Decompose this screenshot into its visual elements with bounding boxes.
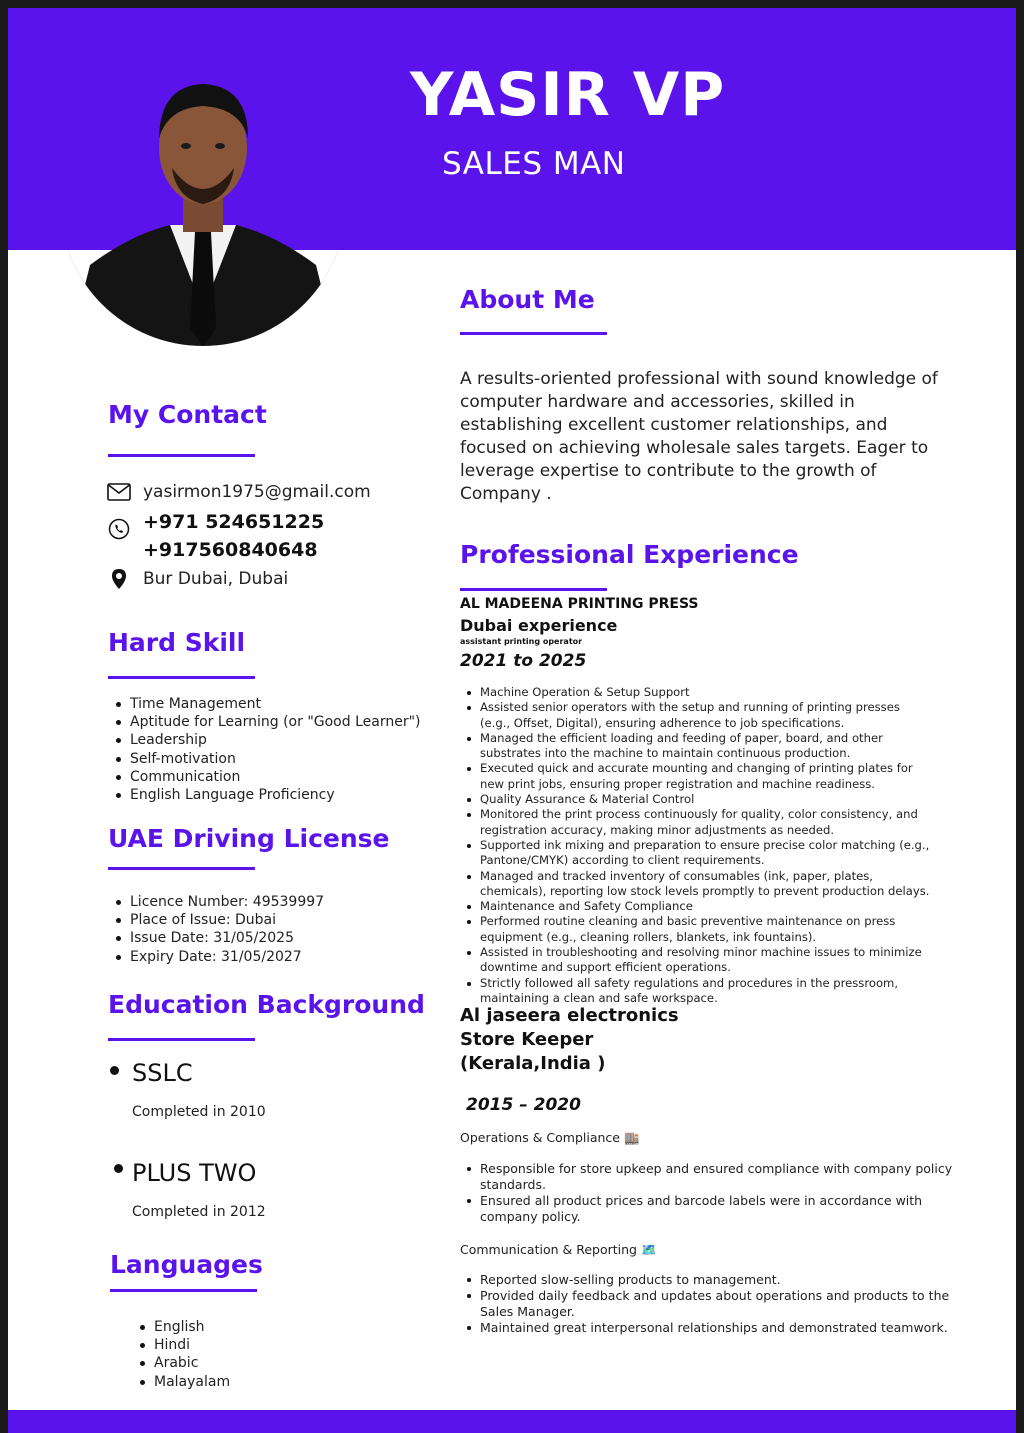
license-list	[108, 893, 438, 966]
job2-years: 2015 – 2020	[466, 1095, 581, 1115]
license-item: Place of Issue: Dubai	[108, 911, 438, 929]
languages-list	[132, 1318, 332, 1391]
job2-group1-title: Operations & Compliance 🏬	[460, 1130, 640, 1145]
license-item: Expiry Date: 31/05/2027	[108, 948, 438, 966]
languages-section-title: Languages	[110, 1250, 263, 1279]
about-divider	[460, 332, 607, 335]
job2-group2-list	[460, 1272, 970, 1336]
languages-divider	[110, 1289, 257, 1292]
resume-page	[8, 8, 1016, 1433]
education-section-title: Education Background	[108, 990, 425, 1019]
duty-item: Responsible for store upkeep and ensured compliance with company policy standards.	[460, 1161, 970, 1193]
phone-number-2[interactable]: +917560840648	[143, 539, 318, 561]
duty-item: Maintained great interpersonal relationships and demonstrated teamwork.	[460, 1320, 970, 1336]
job1-position: assistant printing operator	[460, 637, 583, 646]
duty-item: Managed and tracked inventory of consumables (ink, paper, plates, chemicals), reporting low stock levels promptly to prevent production delays.	[460, 869, 930, 900]
license-item: Issue Date: 31/05/2025	[108, 929, 438, 947]
duty-item: Strictly followed all safety regulations and procedures in the pressroom, maintaining a clean and safe workspace.	[460, 976, 930, 1007]
job2-position: Store Keeper	[460, 1029, 594, 1050]
hard-skill-divider	[108, 676, 255, 679]
experience-divider	[460, 588, 607, 591]
duty-item: Managed the efficient loading and feeding of paper, board, and other substrates into the machine to maintain continuous production.	[460, 731, 930, 762]
location-pin-icon	[107, 567, 131, 591]
skill-item: Time Management	[108, 695, 438, 713]
education-item-detail: Completed in 2012	[132, 1204, 266, 1220]
skill-item: Communication	[108, 768, 438, 786]
skill-item: Aptitude for Learning (or "Good Learner")	[108, 713, 438, 731]
job1-years: 2021 to 2025	[460, 651, 587, 671]
job2-group1-list	[460, 1161, 970, 1225]
duty-item: Supported ink mixing and preparation to ensure precise color matching (e.g., Pantone/CMYK) according to client requirements.	[460, 838, 930, 869]
duty-item: Maintenance and Safety Compliance	[460, 899, 930, 914]
footer-banner	[8, 1410, 1016, 1433]
hard-skill-section-title: Hard Skill	[108, 628, 246, 657]
email-text[interactable]: yasirmon1975@gmail.com	[143, 482, 371, 502]
hard-skill-list	[108, 695, 438, 804]
job2-company: Al jaseera electronics	[460, 1005, 679, 1026]
license-item: Licence Number: 49539997	[108, 893, 438, 911]
contact-section-title: My Contact	[108, 400, 267, 429]
job2-group2-title: Communication & Reporting 🗺️	[460, 1242, 657, 1257]
skill-item: Self-motivation	[108, 750, 438, 768]
email-row	[107, 480, 371, 504]
education-item-name: PLUS TWO	[132, 1159, 257, 1187]
candidate-role: SALES MAN	[442, 146, 626, 182]
education-divider	[108, 1038, 255, 1041]
location-text: Bur Dubai, Dubai	[143, 569, 289, 589]
job1-duties-list	[460, 685, 930, 1006]
duty-item: Assisted in troubleshooting and resolving minor machine issues to minimize downtime and support efficient operations.	[460, 945, 930, 976]
duty-item: Reported slow-selling products to management.	[460, 1272, 970, 1288]
education-item-detail: Completed in 2010	[132, 1104, 266, 1120]
about-text: A results-oriented professional with sound knowledge of computer hardware and accessories, skilled in establishing excellent customer relationships, and focused on achieving wholesale sales targets. Eager to leverage expertise to contribute to the growth of Company .	[460, 369, 938, 504]
job2-location: (Kerala,India )	[460, 1053, 606, 1074]
skill-item: Leadership	[108, 731, 438, 749]
duty-item: Performed routine cleaning and basic preventive maintenance on press equipment (e.g., cleaning rollers, blankets, ink fountains).	[460, 914, 930, 945]
experience-section-title: Professional Experience	[460, 540, 799, 569]
duty-item: Provided daily feedback and updates about operations and products to the Sales Manager.	[460, 1288, 970, 1320]
phone-icon	[108, 518, 132, 542]
duty-item: Assisted senior operators with the setup and running of printing presses (e.g., Offset, Digital), ensuring adherence to job specifications.	[460, 700, 930, 731]
mail-icon	[107, 480, 131, 504]
profile-photo	[60, 60, 346, 346]
education-bullet	[114, 1164, 123, 1173]
duty-item: Executed quick and accurate mounting and changing of printing plates for new print jobs, ensuring proper registration and machine readiness.	[460, 761, 930, 792]
education-item-name: SSLC	[132, 1059, 193, 1087]
location-row	[107, 567, 288, 591]
contact-divider	[108, 454, 255, 457]
job1-location: Dubai experience	[460, 616, 618, 635]
about-section-title: About Me	[460, 285, 595, 314]
duty-item: Quality Assurance & Material Control	[460, 792, 930, 807]
language-item: Hindi	[132, 1336, 332, 1354]
duty-item: Machine Operation & Setup Support	[460, 685, 930, 700]
portrait-illustration	[60, 60, 346, 346]
license-section-title: UAE Driving License	[108, 824, 390, 853]
phone-number-1[interactable]: +971 524651225	[143, 511, 325, 533]
language-item: Arabic	[132, 1354, 332, 1372]
education-bullet	[110, 1066, 119, 1075]
language-item: English	[132, 1318, 332, 1336]
license-divider	[108, 867, 255, 870]
duty-item: Monitored the print process continuously for quality, color consistency, and registration accuracy, making minor adjustments as needed.	[460, 807, 930, 838]
skill-item: English Language Proficiency	[108, 786, 438, 804]
job1-company: AL MADEENA PRINTING PRESS	[460, 596, 699, 612]
duty-item: Ensured all product prices and barcode labels were in accordance with company policy.	[460, 1193, 970, 1225]
candidate-name: YASIR VP	[410, 60, 726, 130]
language-item: Malayalam	[132, 1373, 332, 1391]
